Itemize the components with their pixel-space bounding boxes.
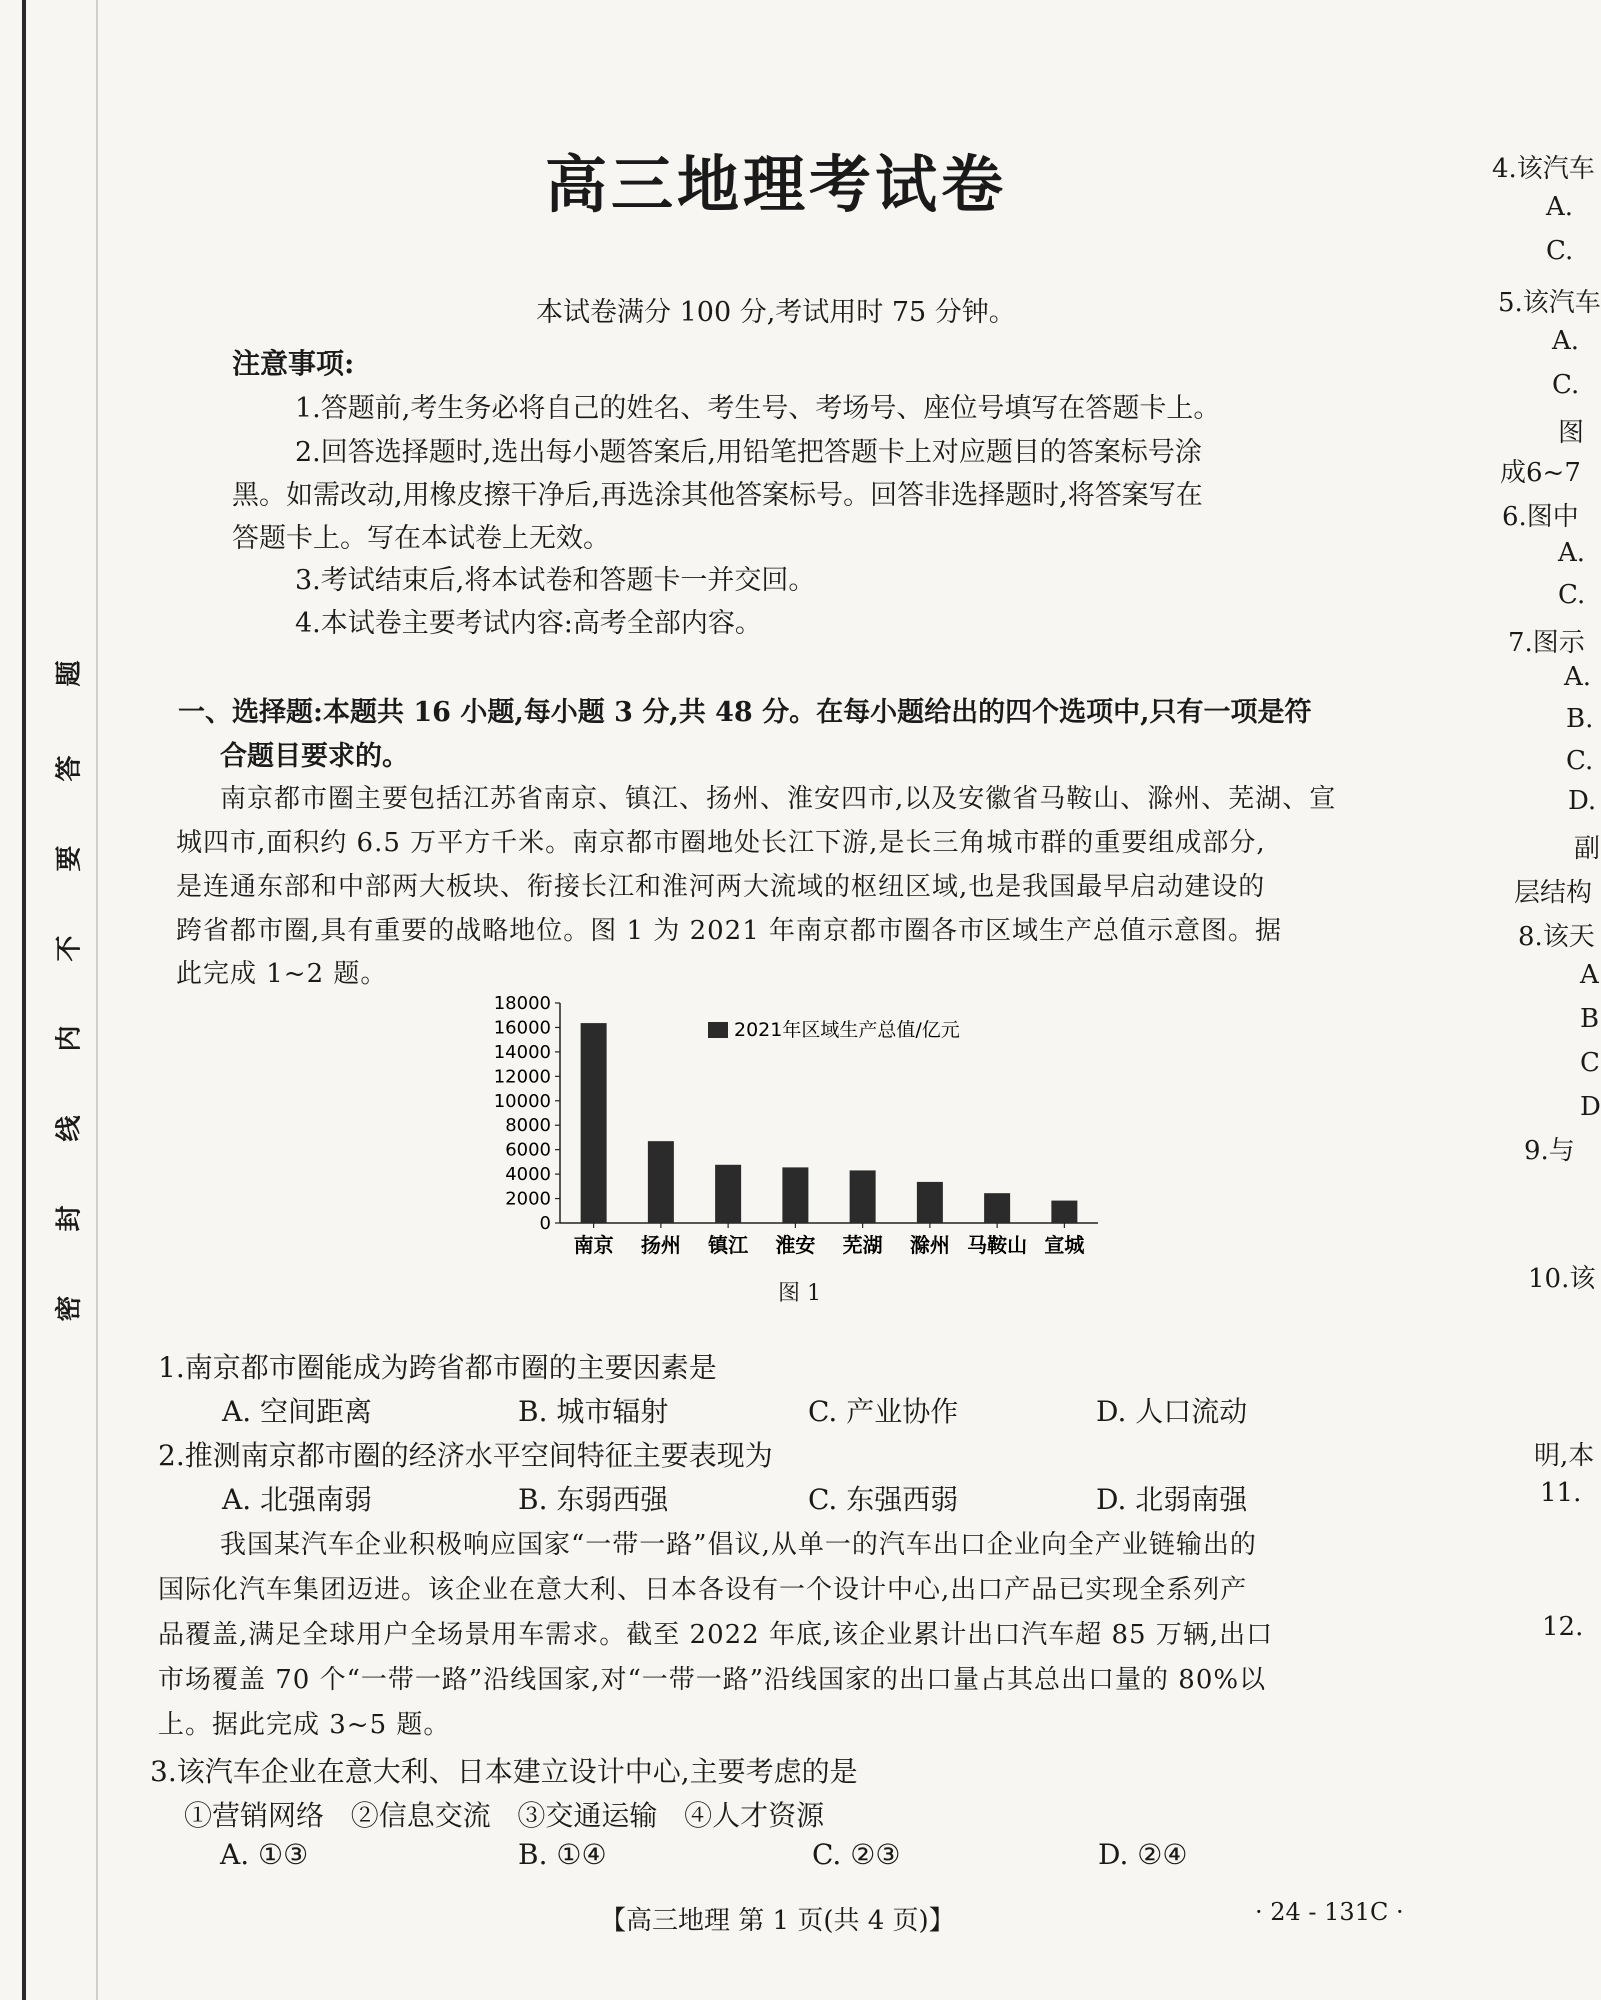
gdp-bar-chart	[470, 988, 1110, 1268]
right-col-line: 明,本	[1534, 1441, 1595, 1471]
y-tick-label: 18000	[493, 993, 551, 1014]
legend-swatch	[708, 1022, 728, 1038]
bar	[1051, 1201, 1077, 1223]
right-col-line: 副	[1574, 834, 1601, 864]
right-col-line: 5.该汽车	[1498, 288, 1601, 318]
right-col-line: 层结构	[1514, 878, 1593, 908]
note-1: 1.答题前,考生务必将自己的姓名、考生号、考场号、座位号填写在答题卡上。	[295, 393, 1221, 424]
x-tick-label: 镇江	[708, 1233, 749, 1257]
q1-option-c[interactable]: C. 产业协作	[808, 1395, 959, 1428]
y-tick-label: 16000	[493, 1017, 551, 1039]
q1-option-a[interactable]: A. 空间距离	[222, 1395, 373, 1428]
binding-char: 题	[54, 660, 85, 687]
passage-2-line: 国际化汽车集团迈进。该企业在意大利、日本各设有一个设计中心,出口产品已实现全系列产	[158, 1575, 1248, 1605]
exam-intro: 本试卷满分 100 分,考试用时 75 分钟。	[536, 297, 1016, 328]
section-heading: 一、选择题:本题共 16 小题,每小题 3 分,共 48 分。在每小题给出的四个选项中,只有一项是符	[178, 697, 1312, 728]
binding-char: 不	[54, 935, 85, 962]
page-footer: 【高三地理 第 1 页(共 4 页)】	[600, 1906, 955, 1936]
question-3-stem: 3.该汽车企业在意大利、日本建立设计中心,主要考虑的是	[150, 1755, 858, 1788]
right-col-line: 6.图中	[1502, 502, 1579, 532]
note-2-end: 答题卡上。写在本试卷上无效。	[232, 523, 610, 554]
right-col-line: B.	[1566, 704, 1594, 734]
x-tick-label: 宣城	[1044, 1233, 1085, 1257]
bar	[648, 1141, 674, 1223]
passage-1-line: 城四市,面积约 6.5 万平方千米。南京都市圈地处长江下游,是长三角城市群的重要组成部分,	[176, 828, 1266, 858]
y-tick-label: 12000	[493, 1066, 551, 1088]
y-tick-label: 2000	[505, 1188, 551, 1210]
bar	[581, 1023, 607, 1223]
q1-option-b[interactable]: B. 城市辐射	[518, 1395, 669, 1428]
passage-2-line: 品覆盖,满足全球用户全场景用车需求。截至 2022 年底,该企业累计出口汽车超 85 万辆,出口	[158, 1620, 1274, 1650]
x-tick-label: 滁州	[909, 1233, 950, 1257]
right-col-line: 10.该	[1528, 1264, 1596, 1294]
question-1-stem: 1.南京都市圈能成为跨省都市圈的主要因素是	[158, 1351, 717, 1384]
right-col-line: 7.图示	[1508, 628, 1585, 658]
notes-heading: 注意事项:	[232, 347, 355, 380]
paper-code: · 24 - 131C ·	[1255, 1898, 1404, 1926]
y-tick-label: 0	[539, 1213, 551, 1234]
y-tick-label: 10000	[493, 1090, 551, 1112]
passage-1-line: 南京都市圈主要包括江苏省南京、镇江、扬州、淮安四市,以及安徽省马鞍山、滁州、芜湖、宣	[220, 784, 1337, 814]
chart-legend	[708, 1019, 960, 1041]
right-col-line: 12.	[1542, 1612, 1584, 1642]
binding-char: 密	[54, 1295, 85, 1322]
note-2: 2.回答选择题时,选出每小题答案后,用铅笔把答题卡上对应题目的答案标号涂	[295, 437, 1202, 468]
x-tick-label: 芜湖	[842, 1233, 883, 1257]
x-tick-label: 南京	[573, 1233, 614, 1257]
right-col-line: C	[1580, 1048, 1600, 1078]
bar	[917, 1182, 943, 1223]
right-col-line: 11.	[1540, 1478, 1582, 1508]
passage-1-line: 是连通东部和中部两大板块、衔接长江和淮河两大流域的枢纽区域,也是我国最早启动建设的	[176, 872, 1266, 902]
right-col-line: A.	[1552, 326, 1580, 356]
q3-items: ①营销网络 ②信息交流 ③交通运输 ④人才资源	[184, 1799, 825, 1832]
q2-option-d[interactable]: D. 北弱南强	[1096, 1483, 1248, 1516]
y-tick-label: 4000	[505, 1164, 551, 1186]
note-3: 3.考试结束后,将本试卷和答题卡一并交回。	[295, 565, 816, 596]
bar	[782, 1167, 808, 1223]
page-title: 高三地理考试卷	[545, 148, 1008, 221]
passage-2-line: 我国某汽车企业积极响应国家“一带一路”倡议,从单一的汽车出口企业向全产业链输出的	[220, 1530, 1257, 1560]
right-col-line: A.	[1564, 662, 1592, 692]
q2-option-a[interactable]: A. 北强南弱	[222, 1483, 373, 1516]
x-tick-label: 扬州	[640, 1233, 681, 1257]
right-col-line: D	[1580, 1092, 1601, 1122]
q3-option-a[interactable]: A. ①③	[220, 1838, 309, 1871]
right-col-line: 图	[1558, 418, 1585, 448]
bar	[715, 1165, 741, 1223]
note-2-cont: 黑。如需改动,用橡皮擦干净后,再选涂其他答案标号。回答非选择题时,将答案写在	[232, 480, 1203, 511]
note-4: 4.本试卷主要考试内容:高考全部内容。	[295, 608, 762, 639]
binding-char: 内	[54, 1025, 85, 1052]
x-tick-label: 淮安	[775, 1233, 816, 1257]
right-col-line: A.	[1546, 192, 1574, 222]
bar	[984, 1193, 1010, 1223]
binding-line	[22, 0, 26, 2000]
q3-option-d[interactable]: D. ②④	[1098, 1838, 1188, 1871]
right-col-line: 9.与	[1524, 1136, 1575, 1166]
right-col-line: 成6~7	[1500, 458, 1581, 488]
binding-line-inner	[96, 0, 98, 2000]
binding-char: 要	[54, 845, 85, 872]
legend-label: 2021年区域生产总值/亿元	[734, 1019, 960, 1041]
passage-1-line: 跨省都市圈,具有重要的战略地位。图 1 为 2021 年南京都市圈各市区域生产总值示意图。据	[176, 916, 1283, 946]
question-2-stem: 2.推测南京都市圈的经济水平空间特征主要表现为	[158, 1439, 773, 1472]
q3-option-b[interactable]: B. ①④	[518, 1838, 607, 1871]
passage-2-line: 市场覆盖 70 个“一带一路”沿线国家,对“一带一路”沿线国家的出口量占其总出口量的 80%以	[158, 1665, 1267, 1695]
passage-1-line: 此完成 1~2 题。	[176, 959, 388, 989]
x-tick-label: 马鞍山	[967, 1233, 1028, 1257]
right-col-line: 8.该天	[1518, 922, 1595, 952]
q1-option-d[interactable]: D. 人口流动	[1096, 1395, 1248, 1428]
chart-bars	[581, 1023, 1078, 1223]
section-heading-cont: 合题目要求的。	[220, 741, 409, 772]
right-col-line: C.	[1546, 236, 1574, 266]
right-col-line: 4.该汽车	[1492, 154, 1595, 184]
right-col-line: C.	[1552, 370, 1580, 400]
figure-caption: 图 1	[778, 1281, 821, 1306]
right-col-line: D.	[1568, 786, 1597, 816]
y-tick-label: 6000	[505, 1139, 551, 1161]
passage-2-line: 上。据此完成 3~5 题。	[158, 1710, 451, 1740]
right-col-line: A.	[1558, 538, 1586, 568]
bar	[850, 1170, 876, 1223]
q3-option-c[interactable]: C. ②③	[812, 1838, 901, 1871]
q2-option-b[interactable]: B. 东弱西强	[518, 1483, 669, 1516]
binding-char: 线	[54, 1115, 85, 1142]
right-col-line: B	[1580, 1004, 1600, 1034]
q2-option-c[interactable]: C. 东强西弱	[808, 1483, 959, 1516]
y-tick-label: 14000	[493, 1041, 551, 1063]
right-col-line: A	[1580, 960, 1599, 990]
y-tick-label: 8000	[505, 1115, 551, 1137]
binding-char: 封	[54, 1205, 85, 1232]
right-col-line: C.	[1558, 580, 1586, 610]
binding-char: 答	[54, 755, 85, 782]
right-col-line: C.	[1566, 746, 1594, 776]
